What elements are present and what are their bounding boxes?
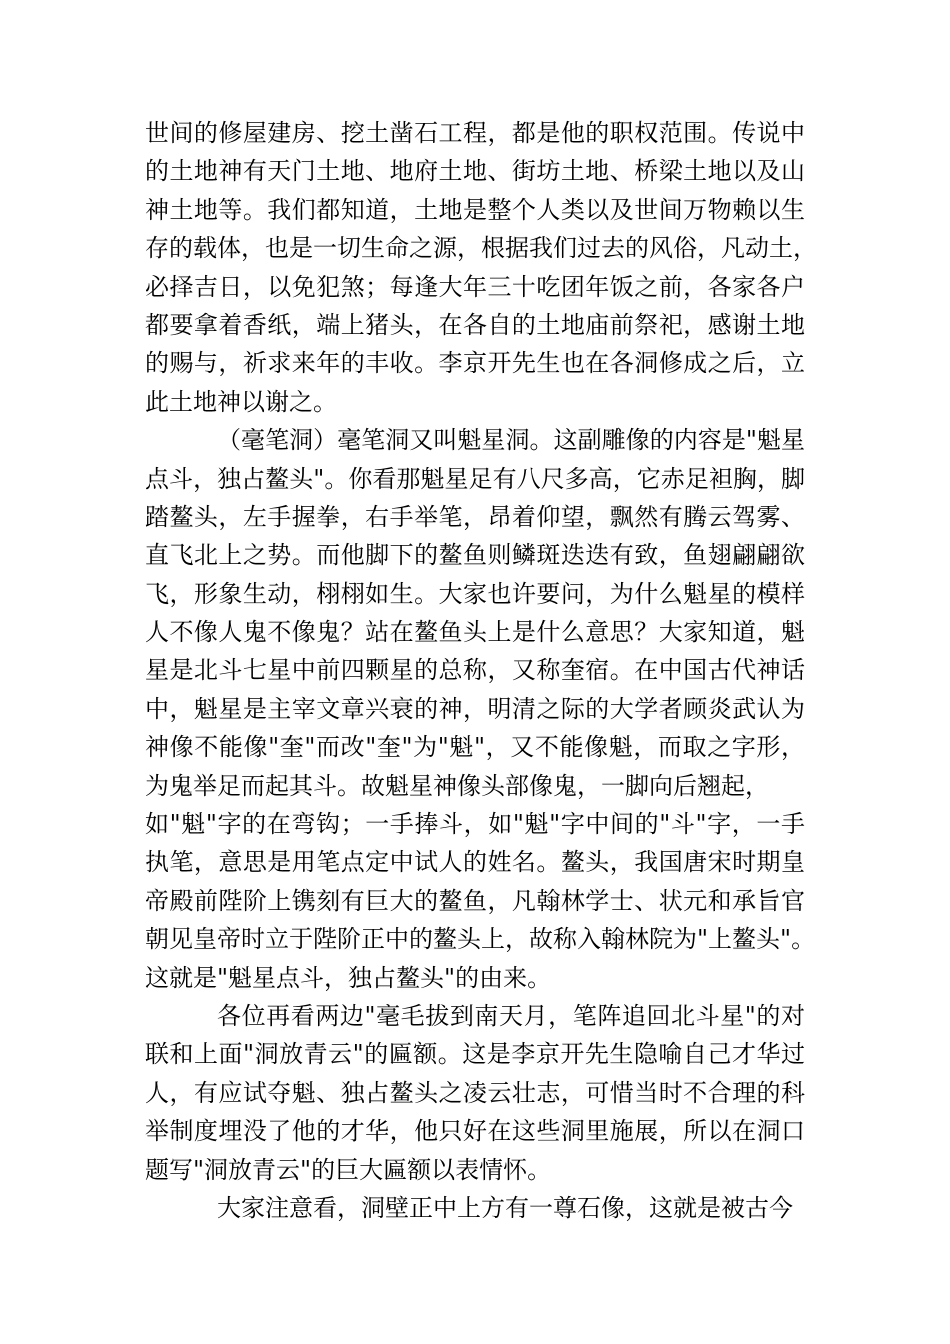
- text-line: 帝殿前陛阶上镌刻有巨大的鳌鱼，凡翰林学士、状元和承旨官: [145, 886, 805, 915]
- text-line: 这就是"魁星点斗，独占鳌头"的由来。: [145, 963, 552, 992]
- text-line: 踏鳌头，左手握拳，右手举笔，昂着仰望，飘然有腾云驾雾、: [145, 502, 805, 531]
- body-text: [145, 114, 817, 1227]
- text-line: 都要拿着香纸，端上猪头，在各自的土地庙前祭祀，感谢土地: [145, 310, 805, 339]
- paragraph-start-line: 大家注意看，洞壁正中上方有一尊石像，这就是被古今: [217, 1193, 793, 1222]
- text-line: 此土地神以谢之。: [145, 387, 337, 416]
- text-line: 直飞北上之势。而他脚下的鳌鱼则鳞斑迭迭有致，鱼翅翩翩欲: [145, 541, 805, 570]
- text-line: 神土地等。我们都知道，土地是整个人类以及世间万物赖以生: [145, 195, 805, 224]
- text-line: 中，魁星是主宰文章兴衰的神，明清之际的大学者顾炎武认为: [145, 694, 805, 723]
- text-line: 必择吉日，以免犯煞；每逢大年三十吃团年饭之前，各家各户: [145, 272, 805, 301]
- paragraph-start-line: 各位再看两边"毫毛拔到南天月，笔阵追回北斗星"的对: [217, 1001, 805, 1030]
- text-line: 点斗，独占鳌头"。你看那魁星足有八尺多高，它赤足袒胸，脚: [145, 464, 805, 493]
- text-line: 联和上面"洞放青云"的匾额。这是李京开先生隐喻自己才华过: [145, 1040, 805, 1069]
- text-line: 执笔，意思是用笔点定中试人的姓名。鳌头，我国唐宋时期皇: [145, 848, 805, 877]
- text-line: 星是北斗七星中前四颗星的总称，又称奎宿。在中国古代神话: [145, 656, 805, 685]
- text-line: 朝见皇帝时立于陛阶正中的鳌头上，故称入翰林院为"上鳌头"。: [145, 925, 816, 954]
- text-line: 题写"洞放青云"的巨大匾额以表情怀。: [145, 1155, 552, 1184]
- text-line: 的土地神有天门土地、地府土地、街坊土地、桥梁土地以及山: [145, 157, 805, 186]
- text-line: 存的载体，也是一切生命之源，根据我们过去的风俗，凡动土，: [145, 234, 817, 263]
- text-line: 举制度埋没了他的才华，他只好在这些洞里施展，所以在洞口: [145, 1117, 805, 1146]
- text-line: 飞，形象生动，栩栩如生。大家也许要问，为什么魁星的模样: [145, 579, 805, 608]
- text-line: 的赐与，祈求来年的丰收。李京开先生也在各洞修成之后，立: [145, 349, 805, 378]
- text-line: 神像不能像"奎"而改"奎"为"魁"，又不能像魁，而取之字形，: [145, 733, 805, 762]
- text-line: 世间的修屋建房、挖土凿石工程，都是他的职权范围。传说中: [145, 119, 805, 147]
- text-line: 人不像人鬼不像鬼？站在鳌鱼头上是什么意思？大家知道，魁: [145, 618, 805, 647]
- paragraph-start-line: （毫笔洞）毫笔洞又叫魁星洞。这副雕像的内容是"魁星: [217, 426, 805, 455]
- text-line: 人，有应试夺魁、独占鳌头之凌云壮志，可惜当时不合理的科: [145, 1078, 805, 1107]
- text-line: 如"魁"字的在弯钩；一手捧斗，如"魁"字中间的"斗"字，一手: [145, 810, 805, 839]
- text-line: 为鬼举足而起其斗。故魁星神像头部像鬼，一脚向后翘起，: [145, 771, 769, 800]
